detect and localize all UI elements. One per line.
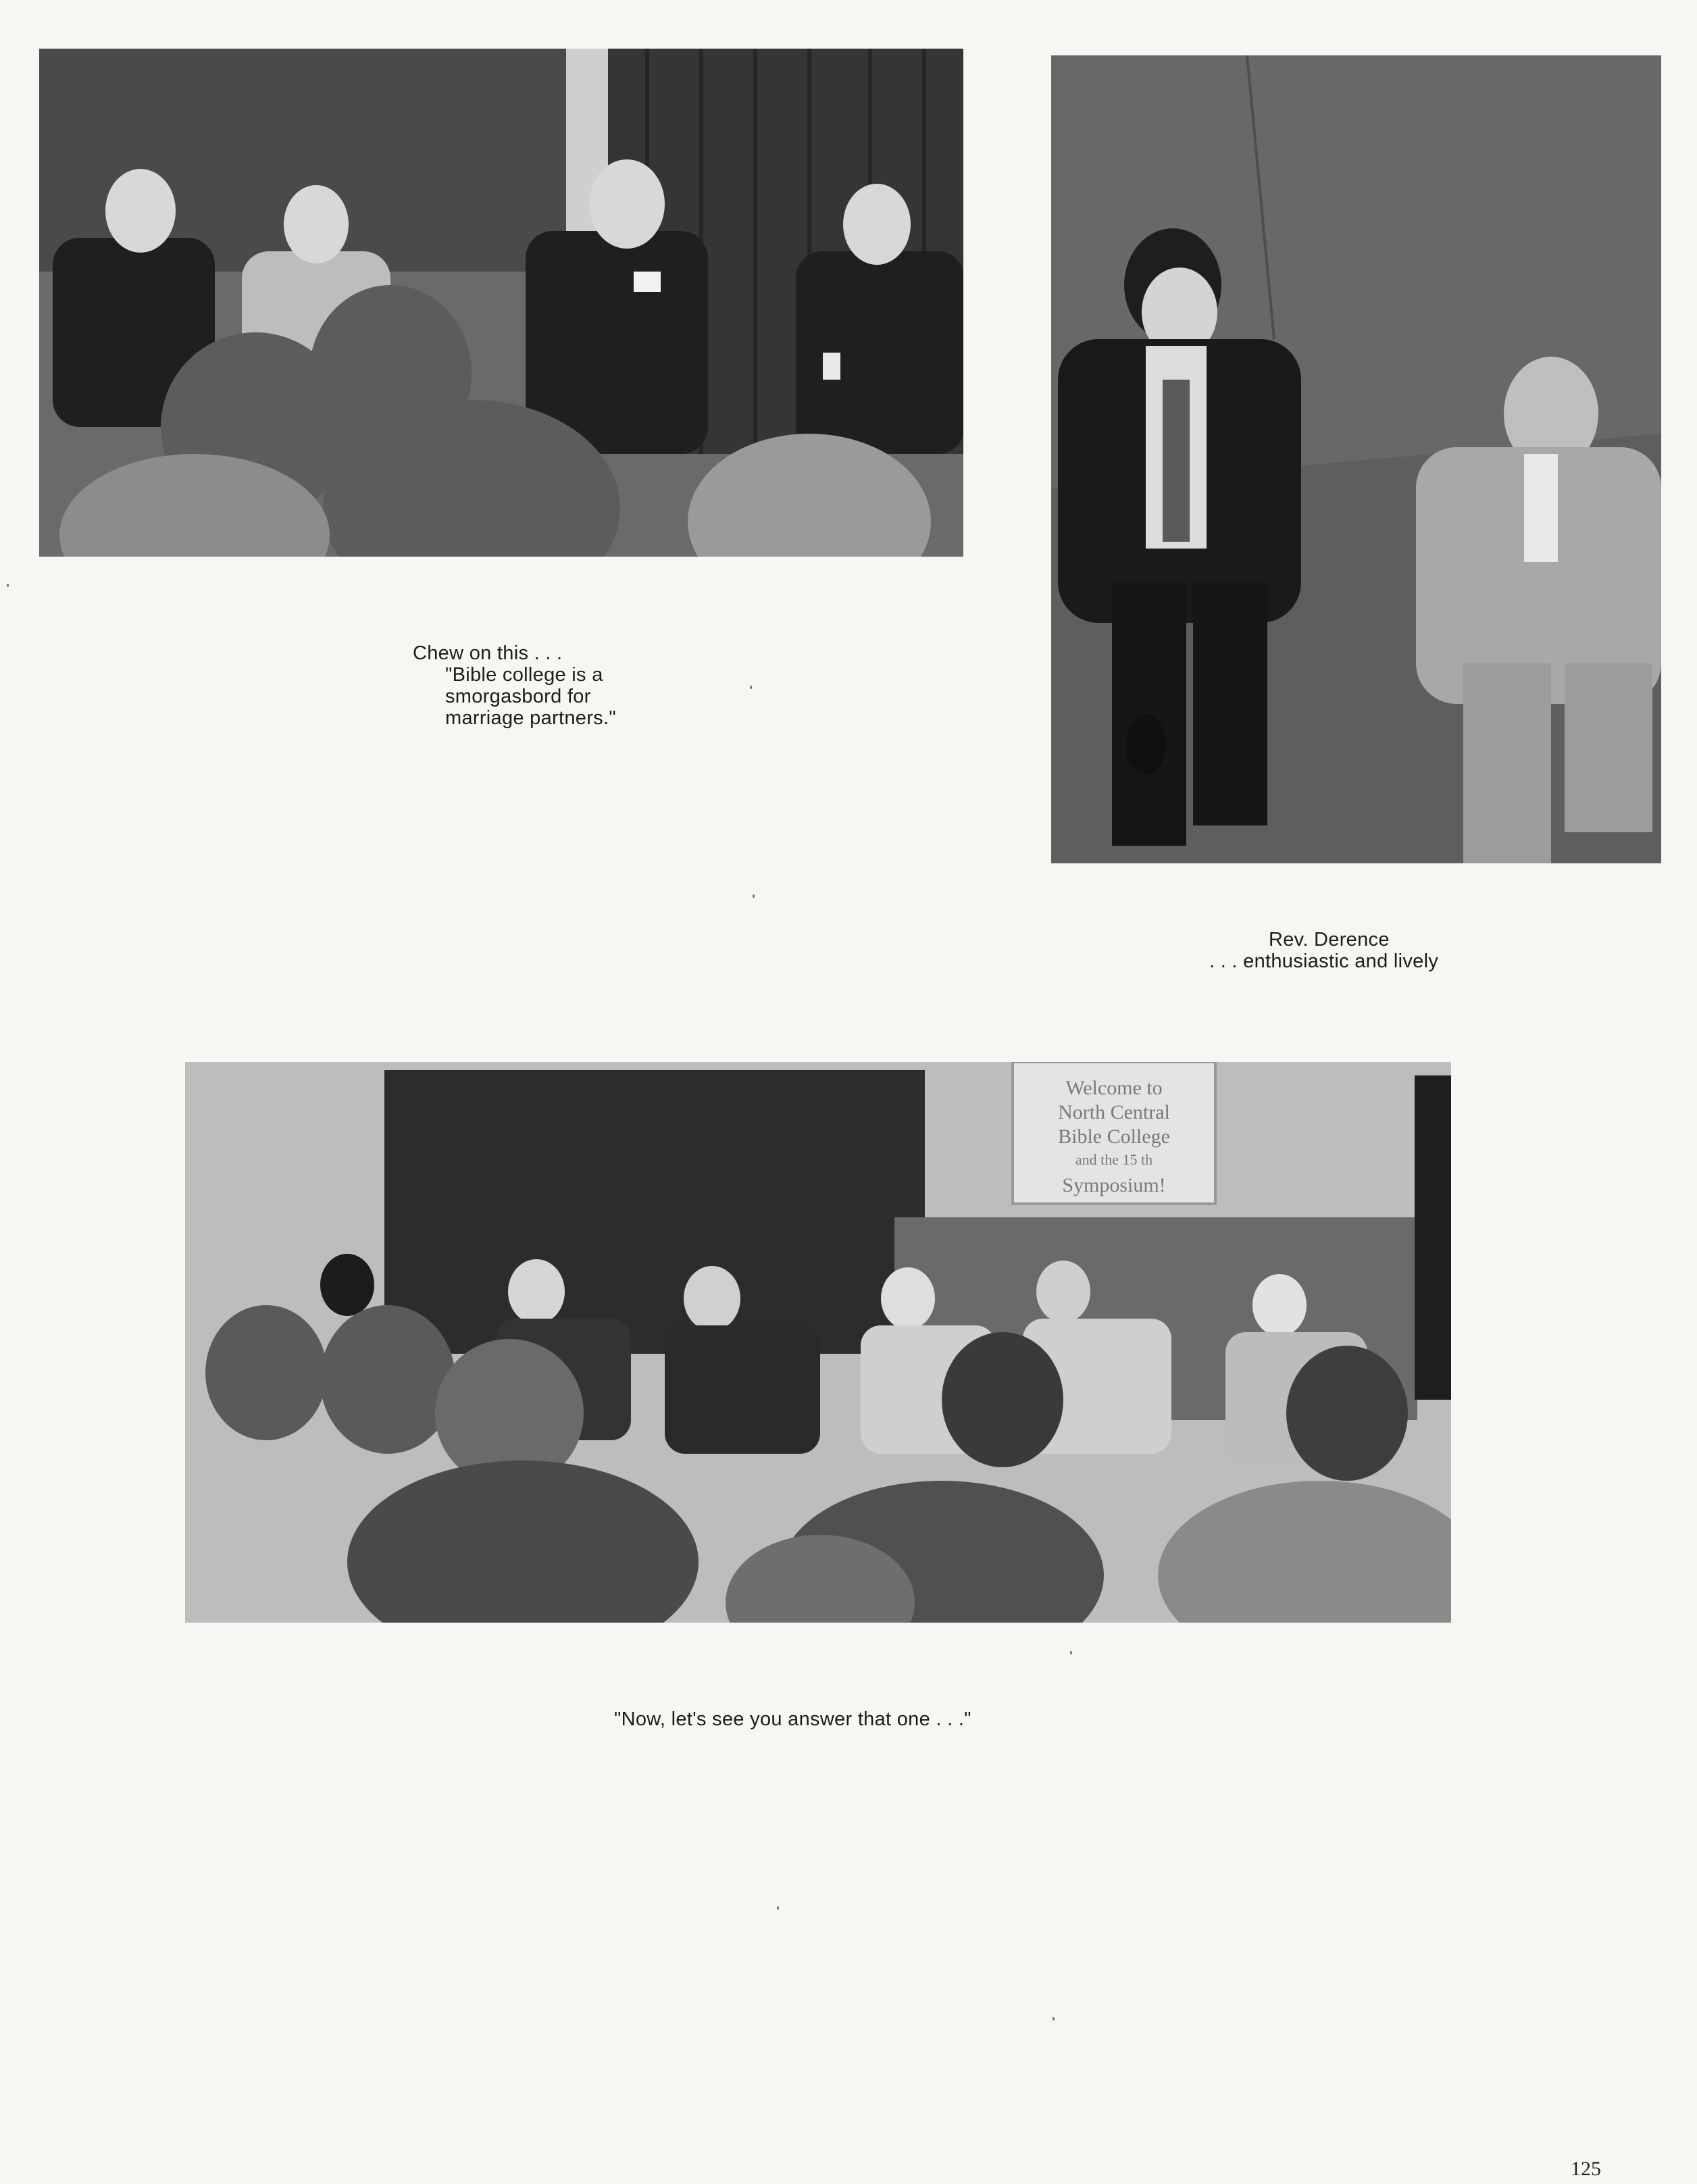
photo-two-men-walking [1051, 55, 1661, 863]
caption-answer-that-one: "Now, let's see you answer that one . . ." [614, 1708, 971, 1730]
caption-chew-on-this: Chew on this . . . "Bible college is a smorgasbord for marriage partners." [413, 642, 616, 729]
sign-line-5: Symposium! [1062, 1174, 1166, 1196]
caption-rev-derence: Rev. Derence . . . enthusiastic and lively [1209, 929, 1439, 972]
speck [777, 1906, 779, 1910]
sign-line-3: Bible College [1058, 1125, 1170, 1148]
photo-panel-discussion [39, 49, 963, 557]
speck [1070, 1651, 1072, 1654]
photo-panel-audience [185, 1062, 1451, 1623]
sign-line-4: and the 15 th [1075, 1151, 1153, 1168]
speck [7, 584, 9, 587]
speck [1053, 2017, 1055, 2021]
speck [750, 686, 752, 689]
sign-line-1: Welcome to [1065, 1077, 1163, 1099]
speck [753, 894, 755, 898]
page-number: 125 [1571, 2158, 1601, 2180]
sign-line-2: North Central [1058, 1101, 1170, 1123]
